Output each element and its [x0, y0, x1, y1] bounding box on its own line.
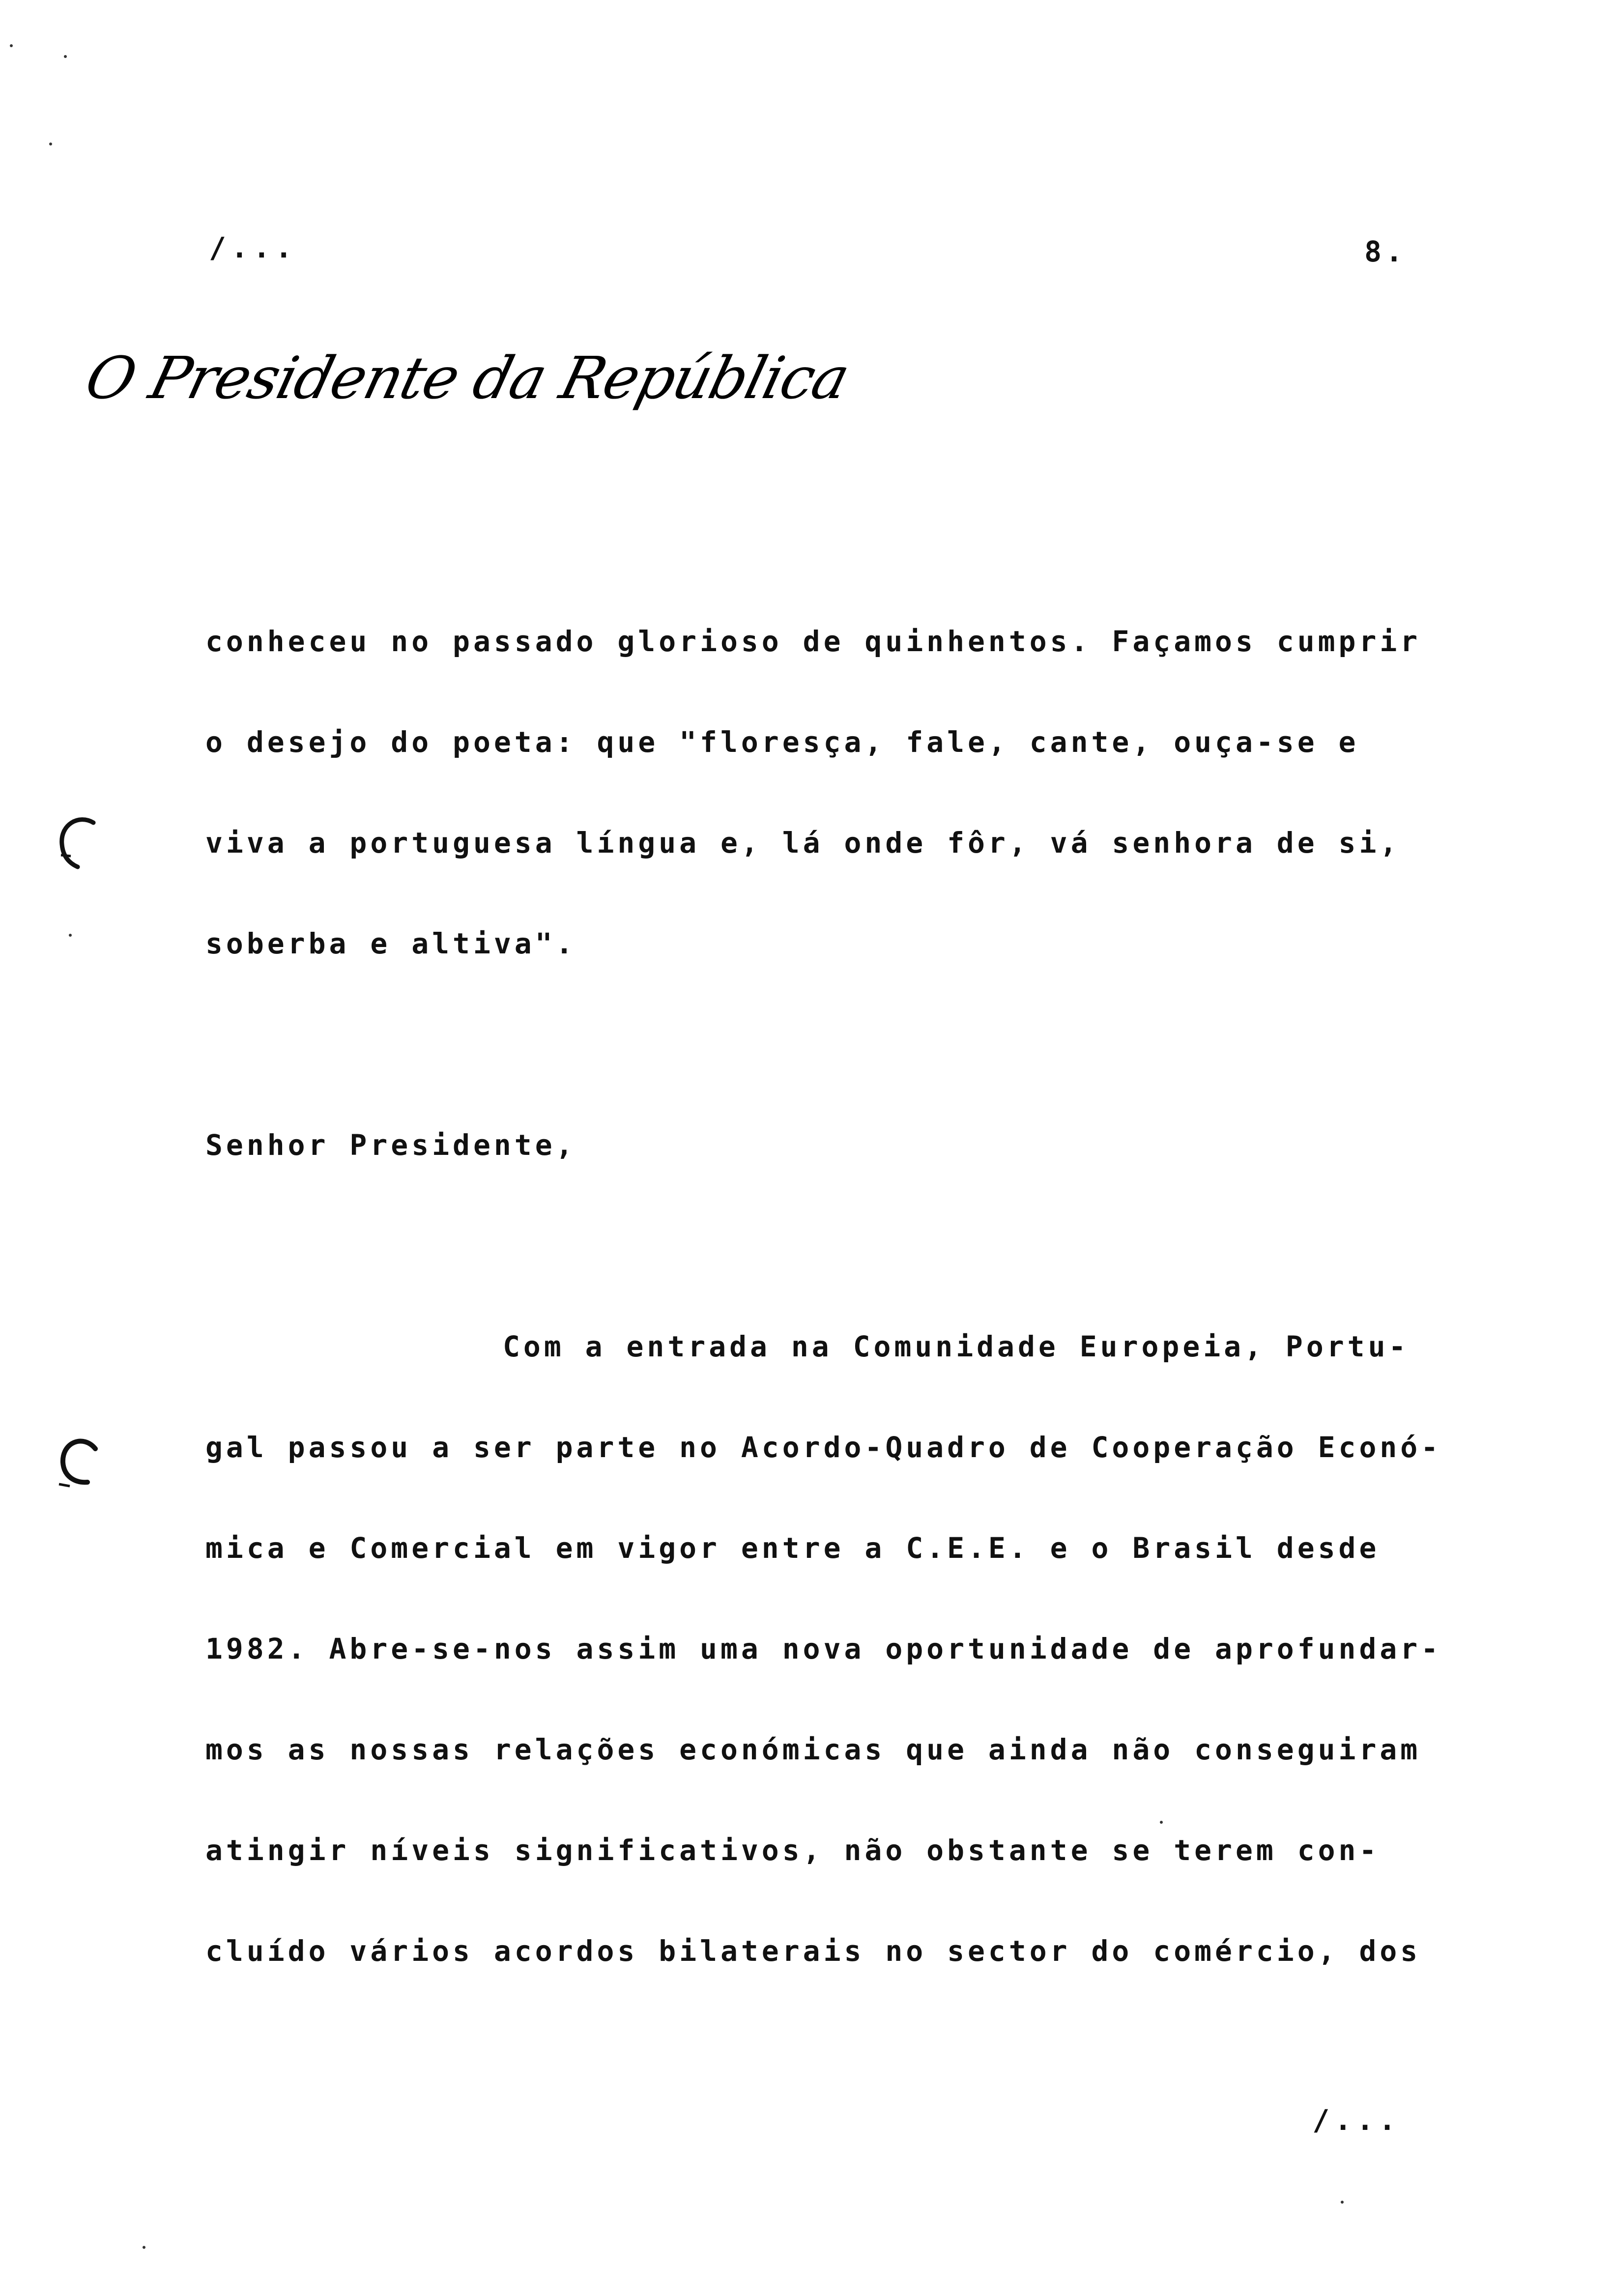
scan-speck — [1160, 1821, 1163, 1824]
scan-speck — [69, 934, 72, 937]
text-line: gal passou a ser parte no Acordo-Quadro de Cooperação Econó- — [205, 1431, 1442, 1464]
scan-speck — [64, 55, 67, 58]
scan-speck — [143, 2246, 145, 2249]
text-line: Com a entrada na Comunidade Europeia, Portu- — [503, 1330, 1410, 1363]
scan-speck — [10, 44, 13, 47]
text-line: conheceu no passado glorioso de quinhentos. Façamos cumprir — [205, 625, 1421, 658]
scan-speck — [49, 143, 52, 145]
header-continuation-mark: /... — [209, 231, 297, 264]
scan-speck — [1341, 2201, 1344, 2204]
footer-continuation-mark: /... — [1312, 2103, 1401, 2137]
text-line: Senhor Presidente, — [205, 1128, 576, 1162]
page-number: 8. — [1364, 235, 1407, 268]
text-line: viva a portuguesa língua e, lá onde fôr, vá senhora de si, — [205, 826, 1401, 860]
text-line: 1982. Abre-se-nos assim uma nova oportunidade de aprofundar- — [205, 1632, 1442, 1665]
text-line: o desejo do poeta: que "floresça, fale, cante, ouça-se e — [205, 725, 1359, 759]
text-line: soberba e altiva". — [205, 927, 576, 960]
punch-hole-mark-icon — [55, 1435, 99, 1489]
text-line: cluído vários acordos bilaterais no sector do comércio, dos — [205, 1934, 1421, 1968]
text-line: atingir níveis significativos, não obstante se terem con- — [205, 1834, 1380, 1867]
punch-hole-mark-icon — [54, 816, 98, 870]
letterhead-title: O Presidente da República — [79, 344, 856, 412]
text-line: mos as nossas relações económicas que ainda não conseguiram — [205, 1733, 1421, 1766]
text-line: mica e Comercial em vigor entre a C.E.E. e o Brasil desde — [205, 1531, 1380, 1565]
